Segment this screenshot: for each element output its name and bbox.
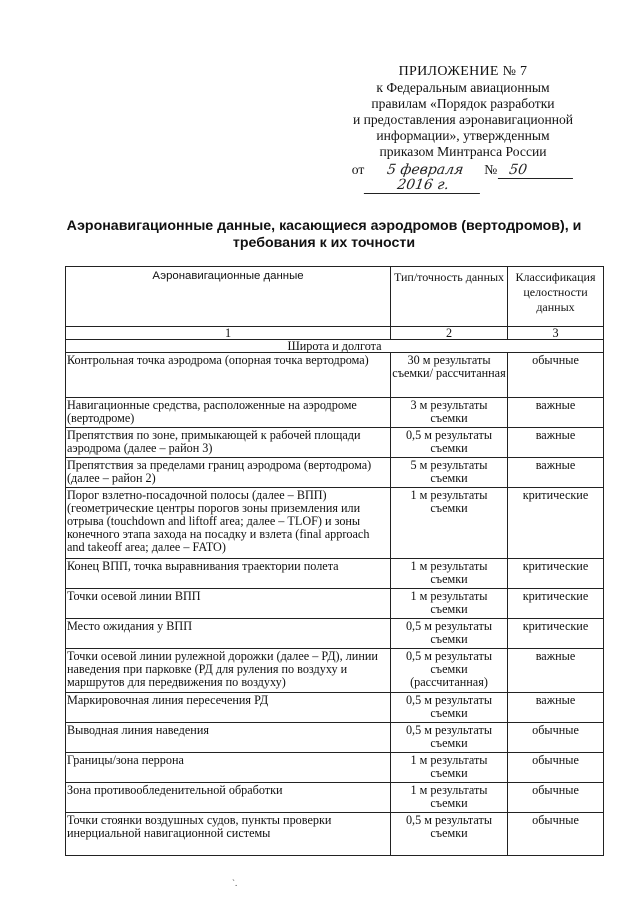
accuracy-table bbox=[65, 266, 604, 856]
table-row bbox=[66, 428, 604, 458]
appendix-line: и предоставления аэронавигационной bbox=[352, 112, 574, 127]
row-accuracy: 0,5 м результаты съемки bbox=[391, 693, 508, 723]
number-label: № bbox=[484, 162, 498, 177]
row-accuracy: 1 м результаты съемки bbox=[391, 559, 508, 589]
row-accuracy: 0,5 м результаты съемки (рассчитанная) bbox=[391, 649, 508, 693]
row-accuracy: 1 м результаты съемки bbox=[391, 753, 508, 783]
row-name: Конец ВПП, точка выравнивания траектории полета bbox=[66, 559, 391, 589]
row-classification: обычные bbox=[508, 813, 604, 856]
table-row bbox=[66, 398, 604, 428]
column-number: 1 bbox=[66, 327, 391, 340]
row-accuracy: 3 м результаты съемки bbox=[391, 398, 508, 428]
table-row bbox=[66, 753, 604, 783]
appendix-line: приказом Минтранса России bbox=[379, 144, 547, 159]
row-classification: обычные bbox=[508, 783, 604, 813]
appendix-line: правилам «Порядок разработки bbox=[371, 96, 555, 111]
column-numbers-row bbox=[66, 327, 604, 340]
row-classification: важные bbox=[508, 458, 604, 488]
row-accuracy: 0,5 м результаты съемки bbox=[391, 619, 508, 649]
row-name: Выводная линия наведения bbox=[66, 723, 391, 753]
row-name: Зона противообледенительной обработки bbox=[66, 783, 391, 813]
from-label: от bbox=[351, 162, 365, 177]
handwritten-date: 5 февраля 2016 г. bbox=[364, 163, 484, 194]
row-name: Навигационные средства, расположенные на аэродроме (вертодроме) bbox=[66, 398, 391, 428]
row-name: Препятствия за пределами границ аэродрома (вертодрома) (далее – район 2) bbox=[66, 458, 391, 488]
row-name: Точки стоянки воздушных судов, пункты проверки инерциальной навигационной системы bbox=[66, 813, 391, 856]
row-accuracy: 0,5 м результаты съемки bbox=[391, 723, 508, 753]
section-title: Широта и долгота bbox=[66, 340, 604, 353]
row-classification: важные bbox=[508, 693, 604, 723]
row-name: Точки осевой линии рулежной дорожки (далее – РД), линии наведения при парковке (РД для руления по воздуху и маршрутов для передвижения по воздуху) bbox=[66, 649, 391, 693]
row-name: Контрольная точка аэродрома (опорная точка вертодрома) bbox=[66, 353, 391, 398]
table-row bbox=[66, 693, 604, 723]
order-date-line bbox=[326, 162, 600, 194]
title-line-1: Аэронавигационные данные, касающиеся аэродромов (вертодромов), и bbox=[66, 218, 582, 234]
appendix-line: информации», утвержденным bbox=[376, 128, 550, 143]
table-row bbox=[66, 589, 604, 619]
table-row bbox=[66, 649, 604, 693]
row-classification: обычные bbox=[508, 753, 604, 783]
row-name: Препятствия по зоне, примыкающей к рабочей площади аэродрома (далее – район 3) bbox=[66, 428, 391, 458]
table-row bbox=[66, 559, 604, 589]
row-classification: обычные bbox=[508, 723, 604, 753]
row-classification: критические bbox=[508, 589, 604, 619]
row-name: Порог взлетно-посадочной полосы (далее – ВПП) (геометрические центры порогов зоны приземления или отрыва (touchdown and liftoff area; далее – TLOF) и зоны конечного этапа захода на посадку и взлета (final approach and takeoff area; далее – FATO) bbox=[66, 488, 391, 559]
row-accuracy: 0,5 м результаты съемки bbox=[391, 813, 508, 856]
appendix-heading: ПРИЛОЖЕНИЕ № 7 bbox=[398, 64, 528, 79]
row-classification: важные bbox=[508, 649, 604, 693]
scan-mark: `. bbox=[232, 878, 238, 888]
column-number: 2 bbox=[391, 327, 508, 340]
row-classification: критические bbox=[508, 619, 604, 649]
table-row bbox=[66, 353, 604, 398]
appendix-block bbox=[326, 64, 600, 194]
row-accuracy: 0,5 м результаты съемки bbox=[391, 428, 508, 458]
column-number: 3 bbox=[508, 327, 604, 340]
row-classification: обычные bbox=[508, 353, 604, 398]
table-row bbox=[66, 619, 604, 649]
row-name: Место ожидания у ВПП bbox=[66, 619, 391, 649]
table-row bbox=[66, 458, 604, 488]
row-classification: важные bbox=[508, 428, 604, 458]
section-row bbox=[66, 340, 604, 353]
row-name: Точки осевой линии ВПП bbox=[66, 589, 391, 619]
header-integrity-classification: Классификация целостности данных bbox=[508, 267, 604, 327]
table-row bbox=[66, 488, 604, 559]
handwritten-number: 50 bbox=[498, 163, 575, 179]
title-line-2: требования к их точности bbox=[232, 235, 416, 251]
row-name: Маркировочная линия пересечения РД bbox=[66, 693, 391, 723]
table-header-row bbox=[66, 267, 604, 327]
row-accuracy: 1 м результаты съемки bbox=[391, 488, 508, 559]
row-classification: критические bbox=[508, 488, 604, 559]
row-accuracy: 5 м результаты съемки bbox=[391, 458, 508, 488]
table-row bbox=[66, 723, 604, 753]
document-title bbox=[64, 218, 584, 252]
row-accuracy: 1 м результаты съемки bbox=[391, 783, 508, 813]
header-type-accuracy: Тип/точность данных bbox=[391, 267, 508, 327]
row-accuracy: 1 м результаты съемки bbox=[391, 589, 508, 619]
header-aeronautical-data: Аэронавигационные данные bbox=[66, 267, 391, 327]
appendix-line: к Федеральным авиационным bbox=[376, 80, 550, 95]
row-classification: важные bbox=[508, 398, 604, 428]
table-row bbox=[66, 783, 604, 813]
row-classification: критические bbox=[508, 559, 604, 589]
table-row bbox=[66, 813, 604, 856]
row-accuracy: 30 м результаты съемки/ рассчитанная bbox=[391, 353, 508, 398]
row-name: Границы/зона перрона bbox=[66, 753, 391, 783]
